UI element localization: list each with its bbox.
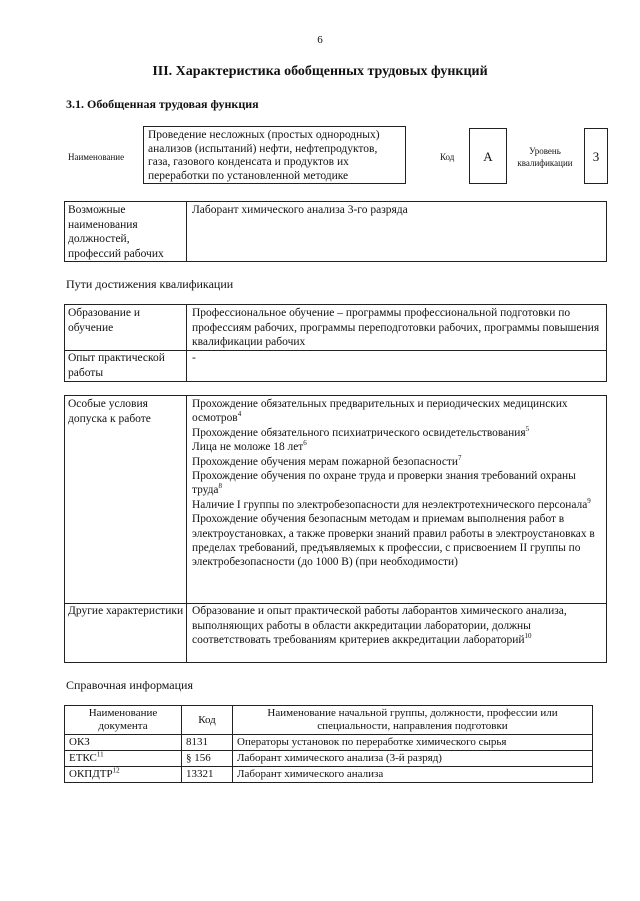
education-table <box>64 304 607 382</box>
condition-item: Прохождение обязательного психиатрического освидетельствования$^5$ <box>192 425 530 439</box>
section-title: III. Характеристика обобщенных трудовых функций <box>152 64 488 79</box>
condition-item: Прохождение обучения мерам пожарной безопасности$^7$ <box>192 453 462 468</box>
positions-value: Лаборант химического анализа 3-го разряда <box>186 202 606 261</box>
condition-item: Прохождение обязательных предварительных и периодических медицинских осмотров$^4$ <box>192 398 568 425</box>
reference-title: Справочная информация <box>66 678 193 692</box>
conditions-table <box>64 395 607 663</box>
ref-header-name: Наименование начальной группы, должности, профессии или специальности, направления подготовки <box>233 706 593 735</box>
other-label: Другие характеристики <box>68 605 184 617</box>
level-value: 3 <box>584 128 608 184</box>
education-value: Профессиональное обучение – программы профессиональной подготовки по профессиям рабочих, программы переподготовки рабочих, программы повышения квалификации рабочих <box>186 305 606 350</box>
condition-item: Лица не моложе 18 лет$^6$ <box>192 439 307 454</box>
subsection-title: 3.1. Обобщенная трудовая функция <box>66 97 259 111</box>
condition-item: Прохождение обучения по охране труда и проверки знания требований охраны труда$^8$ <box>192 470 576 497</box>
conditions-label: Особые условия допуска к работе <box>68 398 151 425</box>
positions-label: Возможные наименования должностей, профессий рабочих <box>68 204 164 260</box>
level-label: Уровень квалификации <box>517 146 573 168</box>
table-row: ЕТКС$^{11}$ § 156 Лаборант химического анализа (3-й разряд) <box>65 751 593 767</box>
code-value: А <box>469 128 507 184</box>
experience-label: Опыт практической работы <box>68 352 165 379</box>
education-label: Образование и обучение <box>68 307 141 334</box>
other-value: Образование и опыт практической работы лаборантов химического анализа, выполняющих работы в области аккредитации лаборатории, должны соответствовать требованиям критериев аккредитации лабораторий$^{10}$ <box>186 603 606 662</box>
function-name-value: Проведение несложных (простых однородных) анализов (испытаний) нефти, нефтепродуктов, газа, газового конденсата и продуктов их переработки по установленной методике <box>143 126 406 184</box>
ref-header-doc: Наименование документа <box>65 706 182 735</box>
table-row: ОКЗ 8131 Операторы установок по переработке химического сырья <box>65 735 593 751</box>
experience-value: - <box>186 350 606 381</box>
code-label: Код <box>440 152 455 162</box>
condition-item: Прохождение обучения безопасным методам и приемам выполнения работ в электроустановках, а также проверки знаний правил работы в электроустановках в пределах требований, предъявляемых к профессии, с присвоением II группы по электробезопасности (до 1000 В) (при необходимости) <box>192 513 595 569</box>
positions-table <box>64 201 607 262</box>
condition-item: Наличие I группы по электробезопасности для неэлектротехнического персонала$^9$ <box>192 497 591 511</box>
function-name-label: Наименование <box>68 152 125 162</box>
conditions-list <box>186 396 606 603</box>
page-number: 6 <box>317 34 323 46</box>
reference-table <box>64 705 593 783</box>
ref-header-code: Код <box>182 706 233 735</box>
paths-title: Пути достижения квалификации <box>66 277 234 291</box>
table-row: ОКПДТР$^{12}$ 13321 Лаборант химического анализа <box>65 767 593 783</box>
